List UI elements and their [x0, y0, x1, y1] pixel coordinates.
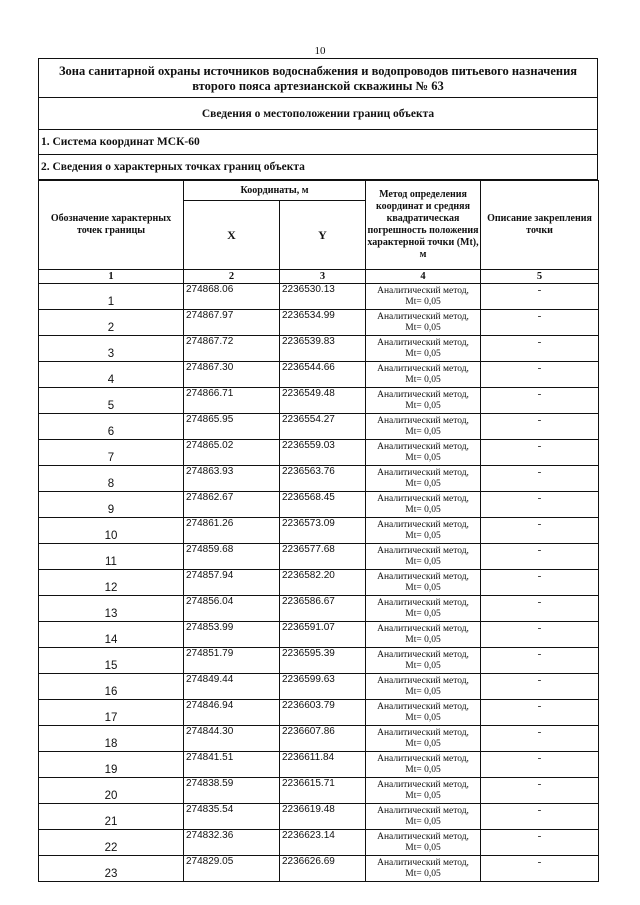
method-cell — [366, 466, 481, 492]
method-text: Аналитический метод, — [377, 779, 469, 790]
method-cell — [366, 570, 481, 596]
method-cell — [366, 830, 481, 856]
coord-y: 2236591.07 — [280, 622, 366, 648]
method-cell — [366, 596, 481, 622]
error-text: Мt= 0,05 — [405, 556, 441, 567]
error-text: Мt= 0,05 — [405, 322, 441, 333]
method-text: Аналитический метод, — [377, 311, 469, 322]
coord-y: 2236573.09 — [280, 518, 366, 544]
method-text: Аналитический метод, — [377, 857, 469, 868]
point-number: 13 — [39, 596, 184, 622]
error-text: Мt= 0,05 — [405, 608, 441, 619]
method-text: Аналитический метод, — [377, 649, 469, 660]
header-coords: Координаты, м — [184, 181, 366, 201]
method-text: Аналитический метод, — [377, 337, 469, 348]
column-number: 5 — [481, 270, 599, 284]
error-text: Мt= 0,05 — [405, 504, 441, 515]
description-cell: - — [481, 440, 599, 466]
table-row — [39, 362, 599, 388]
error-text: Мt= 0,05 — [405, 660, 441, 671]
method-cell — [366, 648, 481, 674]
coord-y: 2236611.84 — [280, 752, 366, 778]
point-number: 9 — [39, 492, 184, 518]
section-title: Сведения о местоположении границ объекта — [38, 98, 598, 130]
point-number: 6 — [39, 414, 184, 440]
method-text: Аналитический метод, — [377, 727, 469, 738]
coord-y: 2236615.71 — [280, 778, 366, 804]
point-number: 21 — [39, 804, 184, 830]
header-point-label: Обозначение характерных точек границы — [39, 181, 184, 270]
method-cell — [366, 336, 481, 362]
method-text: Аналитический метод, — [377, 753, 469, 764]
error-text: Мt= 0,05 — [405, 686, 441, 697]
coord-x: 274868.06 — [184, 284, 280, 310]
coord-x: 274841.51 — [184, 752, 280, 778]
coord-x: 274863.93 — [184, 466, 280, 492]
table-row — [39, 830, 599, 856]
points-heading: 2. Сведения о характерных точках границ объекта — [38, 155, 598, 180]
coord-y: 2236595.39 — [280, 648, 366, 674]
method-cell — [366, 726, 481, 752]
table-row — [39, 752, 599, 778]
coord-y: 2236599.63 — [280, 674, 366, 700]
method-cell — [366, 700, 481, 726]
coord-y: 2236619.48 — [280, 804, 366, 830]
table-row — [39, 648, 599, 674]
method-cell — [366, 362, 481, 388]
header-y: Y — [280, 201, 366, 270]
method-text: Аналитический метод, — [377, 415, 469, 426]
document-title — [38, 58, 598, 98]
description-cell: - — [481, 778, 599, 804]
coord-y: 2236530.13 — [280, 284, 366, 310]
coord-y: 2236603.79 — [280, 700, 366, 726]
table-row — [39, 388, 599, 414]
point-number: 10 — [39, 518, 184, 544]
method-cell — [366, 284, 481, 310]
point-number: 17 — [39, 700, 184, 726]
method-cell — [366, 752, 481, 778]
method-cell — [366, 440, 481, 466]
error-text: Мt= 0,05 — [405, 790, 441, 801]
method-cell — [366, 622, 481, 648]
table-row — [39, 336, 599, 362]
title-line-2: второго пояса артезианской скважины № 63 — [192, 79, 444, 93]
header-description: Описание закрепления точки — [481, 181, 599, 270]
coord-y: 2236582.20 — [280, 570, 366, 596]
method-text: Аналитический метод, — [377, 701, 469, 712]
coord-x: 274829.05 — [184, 856, 280, 882]
table-row — [39, 674, 599, 700]
method-text: Аналитический метод, — [377, 545, 469, 556]
point-number: 14 — [39, 622, 184, 648]
error-text: Мt= 0,05 — [405, 712, 441, 723]
description-cell: - — [481, 492, 599, 518]
description-cell: - — [481, 544, 599, 570]
method-text: Аналитический метод, — [377, 389, 469, 400]
error-text: Мt= 0,05 — [405, 582, 441, 593]
coord-x: 274865.95 — [184, 414, 280, 440]
document-frame — [38, 58, 598, 882]
point-number: 3 — [39, 336, 184, 362]
coord-x: 274835.54 — [184, 804, 280, 830]
table-row — [39, 804, 599, 830]
method-text: Аналитический метод, — [377, 623, 469, 634]
table-row — [39, 544, 599, 570]
error-text: Мt= 0,05 — [405, 764, 441, 775]
description-cell: - — [481, 284, 599, 310]
description-cell: - — [481, 856, 599, 882]
coord-y: 2236626.69 — [280, 856, 366, 882]
method-text: Аналитический метод, — [377, 675, 469, 686]
coord-x: 274856.04 — [184, 596, 280, 622]
description-cell: - — [481, 336, 599, 362]
description-cell: - — [481, 388, 599, 414]
table-row — [39, 518, 599, 544]
method-cell — [366, 674, 481, 700]
description-cell: - — [481, 310, 599, 336]
point-number: 16 — [39, 674, 184, 700]
point-number: 19 — [39, 752, 184, 778]
point-number: 1 — [39, 284, 184, 310]
coord-y: 2236623.14 — [280, 830, 366, 856]
method-text: Аналитический метод, — [377, 441, 469, 452]
coord-x: 274857.94 — [184, 570, 280, 596]
header-method: Метод определения координат и средняя квадратическая погрешность положения характерной точки (Мt), м — [366, 181, 481, 270]
coord-x: 274866.71 — [184, 388, 280, 414]
coord-x: 274862.67 — [184, 492, 280, 518]
column-number: 4 — [366, 270, 481, 284]
method-cell — [366, 544, 481, 570]
table-row — [39, 778, 599, 804]
method-cell — [366, 414, 481, 440]
method-cell — [366, 778, 481, 804]
error-text: Мt= 0,05 — [405, 868, 441, 879]
point-number: 8 — [39, 466, 184, 492]
description-cell: - — [481, 414, 599, 440]
method-text: Аналитический метод, — [377, 571, 469, 582]
point-number: 15 — [39, 648, 184, 674]
table-row — [39, 596, 599, 622]
coord-x: 274844.30 — [184, 726, 280, 752]
coord-y: 2236563.76 — [280, 466, 366, 492]
coord-y: 2236549.48 — [280, 388, 366, 414]
coord-y: 2236577.68 — [280, 544, 366, 570]
description-cell: - — [481, 362, 599, 388]
point-number: 2 — [39, 310, 184, 336]
table-row — [39, 492, 599, 518]
points-table — [38, 180, 599, 882]
point-number: 7 — [39, 440, 184, 466]
point-number: 23 — [39, 856, 184, 882]
coord-x: 274867.72 — [184, 336, 280, 362]
table-row — [39, 466, 599, 492]
description-cell: - — [481, 466, 599, 492]
coord-x: 274846.94 — [184, 700, 280, 726]
coord-x: 274838.59 — [184, 778, 280, 804]
description-cell: - — [481, 752, 599, 778]
method-text: Аналитический метод, — [377, 467, 469, 478]
coord-x: 274853.99 — [184, 622, 280, 648]
coord-x: 274849.44 — [184, 674, 280, 700]
method-text: Аналитический метод, — [377, 597, 469, 608]
method-text: Аналитический метод, — [377, 285, 469, 296]
description-cell: - — [481, 622, 599, 648]
table-row — [39, 570, 599, 596]
column-number: 2 — [184, 270, 280, 284]
method-cell — [366, 492, 481, 518]
coord-x: 274865.02 — [184, 440, 280, 466]
error-text: Мt= 0,05 — [405, 452, 441, 463]
point-number: 5 — [39, 388, 184, 414]
error-text: Мt= 0,05 — [405, 426, 441, 437]
description-cell: - — [481, 570, 599, 596]
coord-y: 2236544.66 — [280, 362, 366, 388]
coord-y: 2236586.67 — [280, 596, 366, 622]
coord-y: 2236554.27 — [280, 414, 366, 440]
table-row — [39, 310, 599, 336]
table-row — [39, 440, 599, 466]
table-row — [39, 856, 599, 882]
point-number: 20 — [39, 778, 184, 804]
method-text: Аналитический метод, — [377, 805, 469, 816]
coord-y: 2236607.86 — [280, 726, 366, 752]
table-row — [39, 622, 599, 648]
header-x: X — [184, 201, 280, 270]
description-cell: - — [481, 830, 599, 856]
method-text: Аналитический метод, — [377, 363, 469, 374]
coord-system: 1. Система координат МСК-60 — [38, 130, 598, 155]
point-number: 18 — [39, 726, 184, 752]
method-text: Аналитический метод, — [377, 831, 469, 842]
error-text: Мt= 0,05 — [405, 738, 441, 749]
error-text: Мt= 0,05 — [405, 296, 441, 307]
method-cell — [366, 518, 481, 544]
coord-y: 2236559.03 — [280, 440, 366, 466]
coord-y: 2236539.83 — [280, 336, 366, 362]
error-text: Мt= 0,05 — [405, 400, 441, 411]
coord-y: 2236534.99 — [280, 310, 366, 336]
description-cell: - — [481, 518, 599, 544]
point-number: 11 — [39, 544, 184, 570]
column-number: 1 — [39, 270, 184, 284]
point-number: 4 — [39, 362, 184, 388]
coord-x: 274867.97 — [184, 310, 280, 336]
description-cell: - — [481, 700, 599, 726]
error-text: Мt= 0,05 — [405, 530, 441, 541]
coord-x: 274861.26 — [184, 518, 280, 544]
coord-y: 2236568.45 — [280, 492, 366, 518]
table-row — [39, 700, 599, 726]
table-row — [39, 726, 599, 752]
error-text: Мt= 0,05 — [405, 842, 441, 853]
page-number: 10 — [314, 45, 326, 57]
method-cell — [366, 856, 481, 882]
method-text: Аналитический метод, — [377, 519, 469, 530]
description-cell: - — [481, 648, 599, 674]
error-text: Мt= 0,05 — [405, 634, 441, 645]
error-text: Мt= 0,05 — [405, 348, 441, 359]
error-text: Мt= 0,05 — [405, 374, 441, 385]
point-number: 12 — [39, 570, 184, 596]
coord-x: 274832.36 — [184, 830, 280, 856]
method-cell — [366, 310, 481, 336]
description-cell: - — [481, 674, 599, 700]
error-text: Мt= 0,05 — [405, 478, 441, 489]
coord-x: 274851.79 — [184, 648, 280, 674]
method-cell — [366, 388, 481, 414]
error-text: Мt= 0,05 — [405, 816, 441, 827]
coord-x: 274859.68 — [184, 544, 280, 570]
coord-x: 274867.30 — [184, 362, 280, 388]
method-cell — [366, 804, 481, 830]
description-cell: - — [481, 726, 599, 752]
point-number: 22 — [39, 830, 184, 856]
table-row — [39, 284, 599, 310]
table-row — [39, 414, 599, 440]
description-cell: - — [481, 804, 599, 830]
description-cell: - — [481, 596, 599, 622]
column-number: 3 — [280, 270, 366, 284]
title-line-1: Зона санитарной охраны источников водоснабжения и водопроводов питьевого назначения — [58, 64, 578, 78]
method-text: Аналитический метод, — [377, 493, 469, 504]
